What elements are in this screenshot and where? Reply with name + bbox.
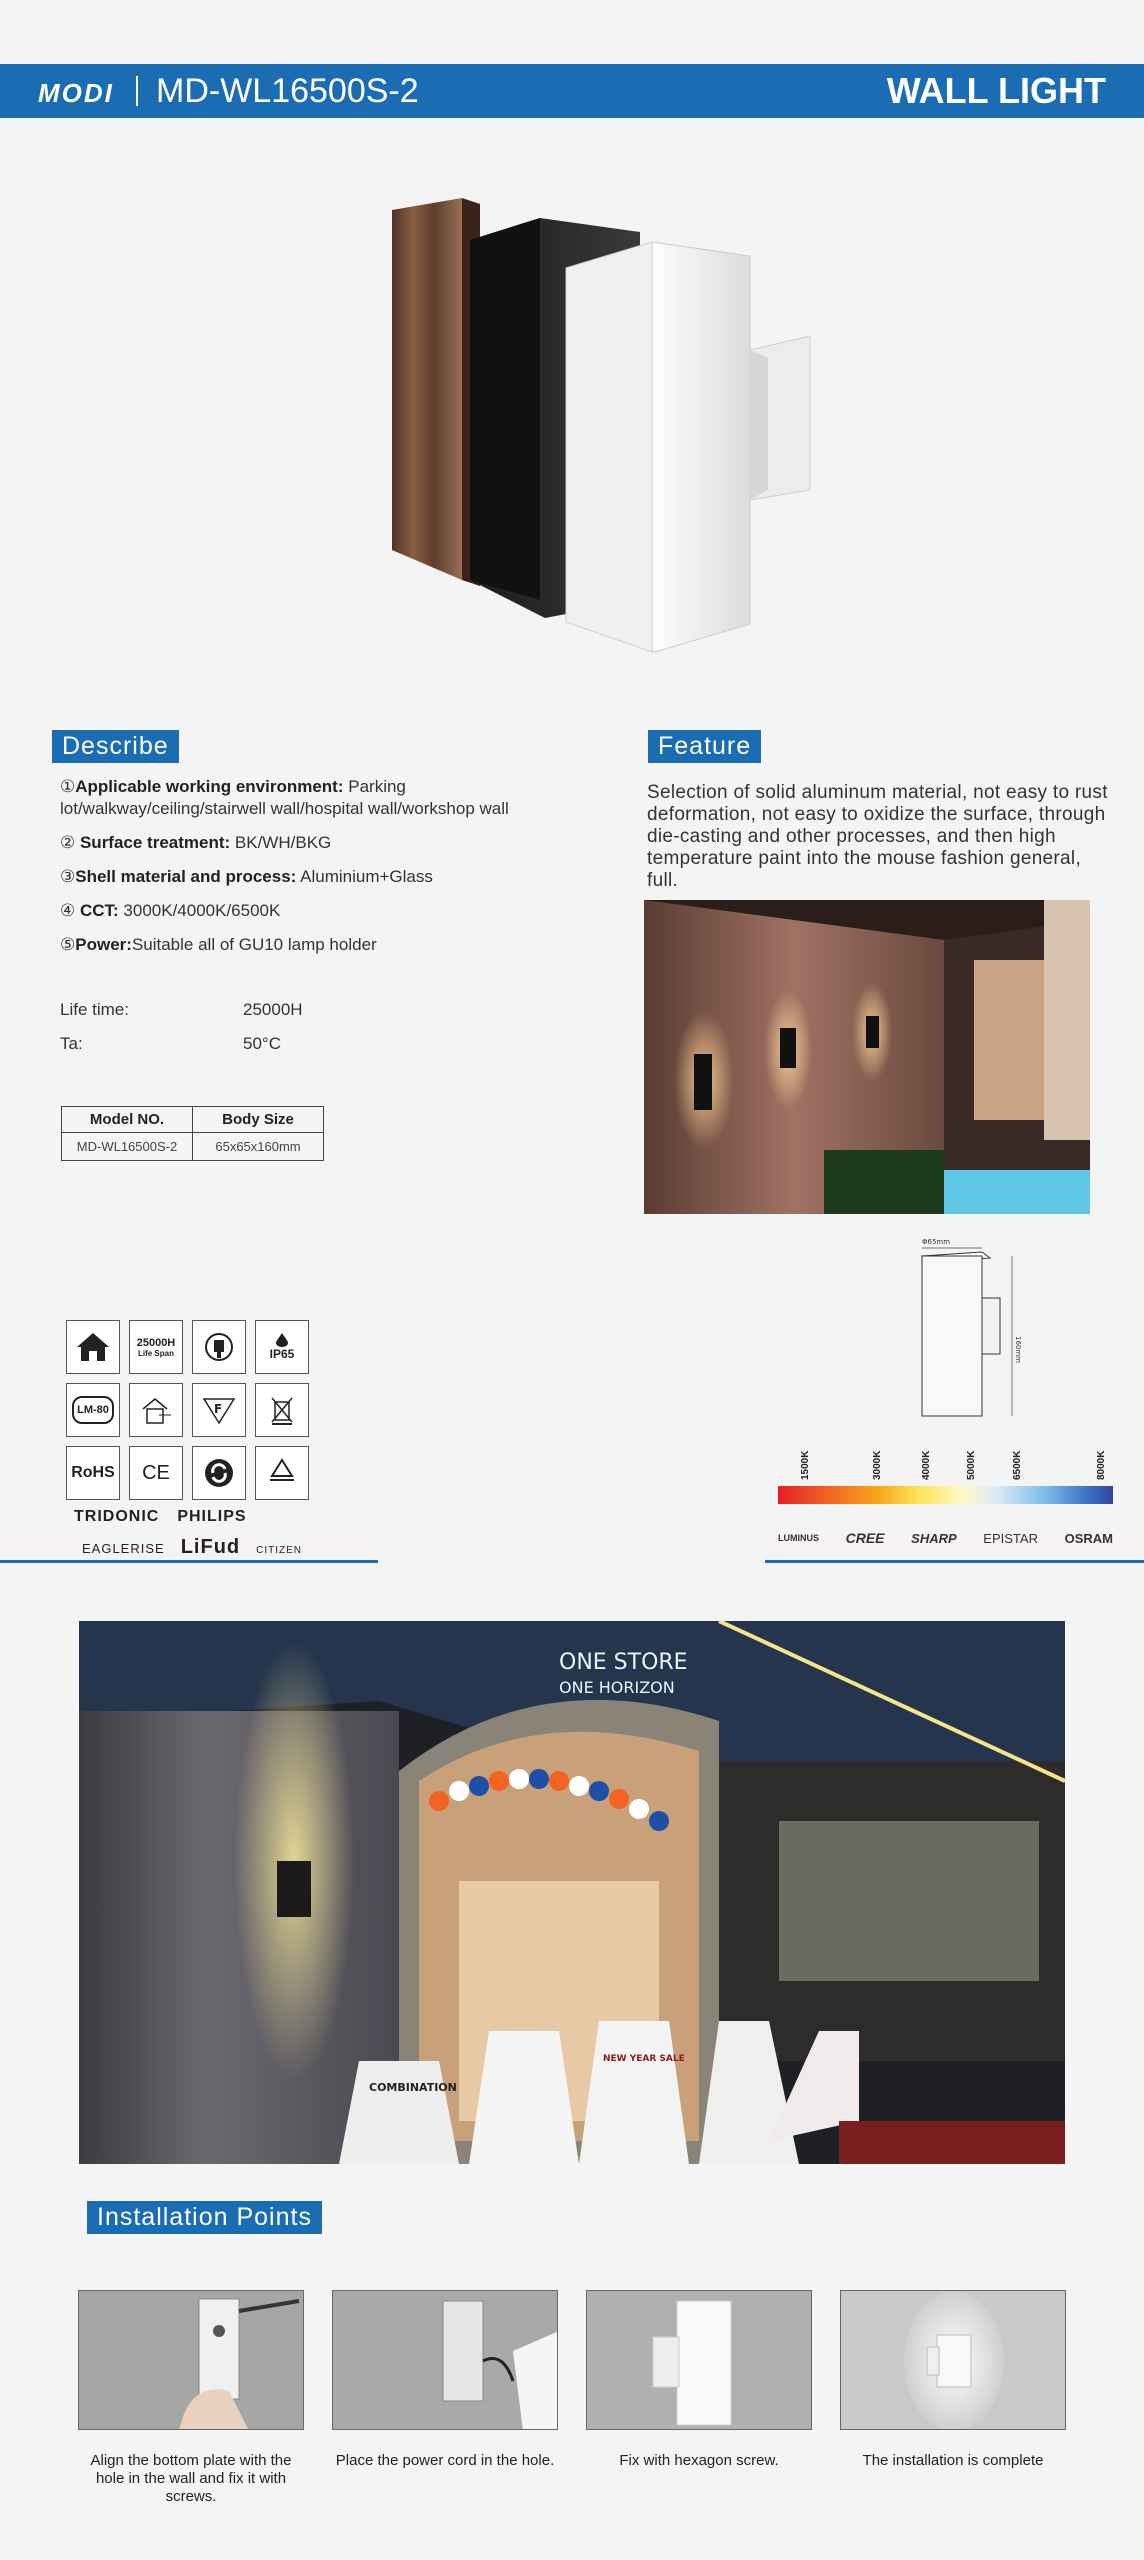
describe-item-1: ①Applicable working environment: Parking lot/walkway/ceiling/stairwell wall/hospital wall/workshop wall <box>60 777 509 818</box>
led-brands-row <box>778 1530 1113 1546</box>
brand-logo: MODI <box>38 78 114 108</box>
indoor-icon <box>129 1383 183 1437</box>
lifud-logo: LiFud <box>180 1536 241 1558</box>
product-image <box>380 190 820 660</box>
cct-tick-4000: 4000K <box>921 1450 932 1480</box>
feature-label: Feature <box>648 730 761 763</box>
lm80-icon <box>66 1383 120 1437</box>
board-1-text: COMBINATION <box>369 2081 457 2094</box>
store-sign-2: ONE HORIZON <box>559 1678 675 1697</box>
model-table <box>61 1106 324 1161</box>
brand-row-1 <box>74 1508 247 1526</box>
cct-ticks <box>778 1440 1113 1480</box>
drawing-side-dim: 160mm <box>1014 1336 1022 1363</box>
describe-item-5: ⑤Power:Suitable all of GU10 lamp holder <box>60 935 377 954</box>
cct-tick-3000: 3000K <box>872 1450 883 1480</box>
right-divider <box>765 1560 1144 1563</box>
store-sign-1: ONE STORE <box>559 1650 688 1675</box>
step-1-text: Align the bottom plate with the hole in the wall and fix it with screws. <box>90 2452 292 2505</box>
eaglerise-logo: EAGLERISE <box>82 1541 165 1556</box>
f-mark-icon <box>192 1383 246 1437</box>
recycle-icon <box>255 1446 309 1500</box>
wood-lamp <box>392 198 462 580</box>
table-row <box>62 1133 324 1161</box>
step-3-image <box>586 2290 812 2430</box>
plug-icon <box>192 1320 246 1374</box>
ce-icon: CE <box>129 1446 183 1500</box>
luminus-logo: LUMINUS <box>778 1533 819 1543</box>
f-mark-text: F <box>214 1402 223 1416</box>
life-span-value: 25000H <box>136 1336 176 1349</box>
installation-label: Installation Points <box>87 2201 322 2234</box>
table-header-model: Model NO. <box>62 1107 193 1133</box>
sharp-logo: SHARP <box>911 1530 957 1546</box>
citizen-logo: CITIZEN <box>256 1545 303 1556</box>
osram-logo: OSRAM <box>1064 1530 1113 1546</box>
board-2-text: NEW YEAR SALE <box>603 2054 685 2064</box>
table-cell-size: 65x65x160mm <box>193 1133 324 1161</box>
step-4-image <box>840 2290 1066 2430</box>
cct-tick-5000: 5000K <box>966 1450 977 1480</box>
life-time-label: Life time: <box>60 1000 129 1019</box>
step-3-text: Fix with hexagon screw. <box>619 2452 779 2469</box>
brand-row-2 <box>82 1536 302 1559</box>
weee-icon <box>255 1383 309 1437</box>
black-lamp-side <box>470 218 540 600</box>
feature-scene-image <box>644 900 1090 1214</box>
category-title: WALL LIGHT <box>886 70 1106 111</box>
storefront-scene-image <box>79 1621 1065 2164</box>
tridonic-logo: TRIDONIC <box>74 1508 160 1525</box>
ip65-text: IP65 <box>269 1347 295 1361</box>
house-icon <box>66 1320 120 1374</box>
feature-text: Selection of solid aluminum material, not easy to rust deformation, not easy to oxidize the surface, through die-casting and other processes, and then high temperature paint into the mouse fashion general, full. <box>647 782 1108 891</box>
left-divider <box>0 1560 378 1563</box>
dimension-drawing <box>900 1236 1030 1422</box>
cct-color-bar <box>778 1486 1113 1504</box>
header-divider <box>136 76 138 106</box>
model-title: MD-WL16500S-2 <box>156 72 419 110</box>
green-dot-icon <box>192 1446 246 1500</box>
describe-list <box>60 776 580 968</box>
drawing-top-dim: Φ65mm <box>922 1238 951 1246</box>
cct-tick-1500: 1500K <box>800 1450 811 1480</box>
cree-logo: CREE <box>845 1530 885 1546</box>
ip65-icon <box>255 1320 309 1374</box>
white-lamp-side <box>566 242 652 652</box>
table-cell-model: MD-WL16500S-2 <box>62 1133 193 1161</box>
step-2-image <box>332 2290 558 2430</box>
describe-item-4: ④ CCT: 3000K/4000K/6500K <box>60 901 281 920</box>
epistar-logo: EPISTAR <box>983 1530 1038 1546</box>
ta-value: 50°C <box>243 1034 281 1053</box>
step-1-image <box>78 2290 304 2430</box>
cct-tick-8000: 8000K <box>1096 1450 1107 1480</box>
describe-item-3: ③Shell material and process: Aluminium+Glass <box>60 867 433 886</box>
rohs-icon: RoHS <box>66 1446 120 1500</box>
step-2-text: Place the power cord in the hole. <box>335 2452 555 2469</box>
describe-item-2: ② Surface treatment: BK/WH/BKG <box>60 833 332 852</box>
table-header-row <box>62 1107 324 1133</box>
philips-logo: PHILIPS <box>177 1508 247 1525</box>
life-time-value: 25000H <box>243 1000 303 1019</box>
step-4-text: The installation is complete <box>862 2452 1044 2469</box>
cct-tick-6500: 6500K <box>1012 1450 1023 1480</box>
table-header-size: Body Size <box>193 1107 324 1133</box>
lm80-text: LM-80 <box>72 1396 114 1424</box>
cert-grid <box>66 1320 309 1500</box>
life-span-caption: Life Span <box>137 1348 174 1358</box>
life-span-icon <box>129 1320 183 1374</box>
ta-label: Ta: <box>60 1034 83 1053</box>
describe-label: Describe <box>52 730 179 763</box>
